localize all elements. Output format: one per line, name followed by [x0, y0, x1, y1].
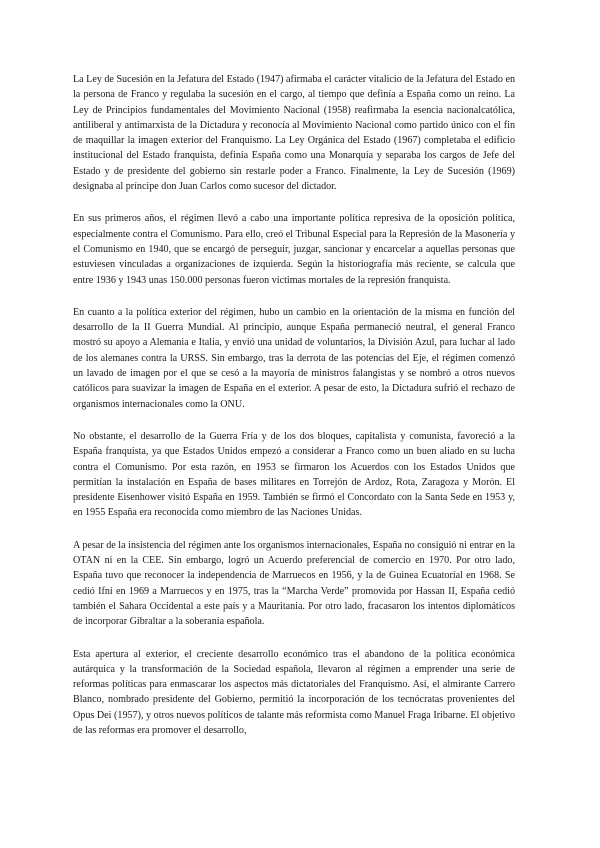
- paragraph-apertura-exterior: Esta apertura al exterior, el creciente desarrollo económico tras el abandono de la política económica autárquica y la transformación de la Sociedad española, llevaron al régimen a emprender una serie de reformas políticas para enmascarar los aspectos más dictatoriales del Franquismo. Así, el almirante Carrero Blanco, nombrado presidente del Gobierno, permitió la incorporación de los tecnócratas provenientes del Opus Dei (1957), y otros nuevos políticos de talante más reformista como Manuel Fraga Iribarne. El objetivo de las reformas era promover el desarrollo,: [73, 648, 515, 736]
- paragraph-guerra-fria: No obstante, el desarrollo de la Guerra Fría y de los dos bloques, capitalista y comunista, favoreció a la España franquista, ya que Estados Unidos empezó a considerar a Franco como un buen aliado en su lucha contra el Comunismo. Por esta razón, en 1953 se firmaron los Acuerdos con los Estados Unidos que permitían la instalación en España de bases militares en Torrejón de Ardoz, Rota, Zaragoza y Morón. El presidente Eisenhower visitó España en 1959. También se firmó el Concordato con la Santa Sede en 1953 y, en 1955 España era reconocida como miembro de las Naciones Unidas.: [73, 430, 515, 519]
- paragraph-represion: En sus primeros años, el régimen llevó a cabo una importante política represiva de la oposición política, especialmente contra el Comunismo. Para ello, creó el Tribunal Especial para la Represión de la Masonería y el Comunismo en 1940, que se encargó de perseguir, juzgar, sancionar y encarcelar a aquellas personas que estuviesen vinculadas a organizaciones de izquierda. Según la historiografía más reciente, se calcula que entre 1936 y 1943 unas 150.000 personas fueron víctimas mortales de la represión franquista.: [73, 213, 515, 286]
- paragraph-ley-sucesion: La Ley de Sucesión en la Jefatura del Estado (1947) afirmaba el carácter vitalicio de la Jefatura del Estado en la persona de Franco y regulaba la sucesión en el cargo, al tiempo que definía a España como un reino. La Ley de Principios fundamentales del Movimiento Nacional (1958) reafirmaba la esencia nacionalcatólica, antiliberal y antimarxista de la Dictadura y reconocía al Movimiento Nacional como partido único con el fin de maquillar la imagen exterior del Franquismo. La Ley Orgánica del Estado (1967) completaba el edificio institucional del Estado franquista, definía España como una Monarquía y separaba los cargos de Jefe del Estado y de presidente del gobierno sin restarle poder a Franco. Finalmente, la Ley de Sucesión (1969) designaba al príncipe don Juan Carlos como sucesor del dictador.: [73, 74, 515, 193]
- document-body: [73, 72, 515, 738]
- paragraph-organismos-internacionales: A pesar de la insistencia del régimen ante los organismos internacionales, España no consiguió ni entrar en la OTAN ni en la CEE. Sin embargo, logró un Acuerdo preferencial de comercio en 1970. Por otro lado, España tuvo que reconocer la independencia de Marruecos en 1956, y la de Guinea Ecuatorial en 1968. Se cedió Ifni en 1969 a Marruecos y en 1975, tras la “Marcha Verde” promovida por Hassan II, España cedió también el Sahara Occidental a este país y a Mauritania. Por otro lado, fracasaron los intentos diplomáticos de incorporar Gibraltar a la soberanía española.: [73, 539, 515, 628]
- paragraph-politica-exterior: En cuanto a la política exterior del régimen, hubo un cambio en la orientación de la misma en función del desarrollo de la II Guerra Mundial. Al principio, aunque España permaneció neutral, el general Franco mostró su apoyo a Alemania e Italia, y envió una unidad de voluntarios, la División Azul, para luchar al lado de los alemanes contra la URSS. Sin embargo, tras la derrota de las potencias del Eje, el régimen comenzó un lavado de imagen por el que se cesó a la mayoría de ministros falangistas y se nombró a otros nuevos católicos para suavizar la imagen de España en el exterior. A pesar de esto, la Dictadura sufrió el rechazo de organismos internacionales como la ONU.: [73, 306, 515, 410]
